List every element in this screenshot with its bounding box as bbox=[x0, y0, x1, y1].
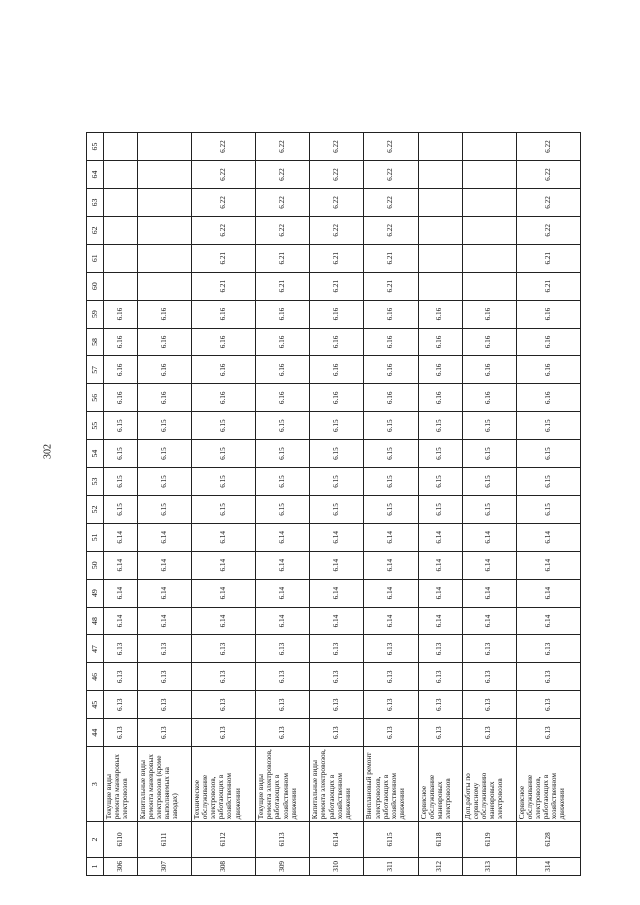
value-cell: 6.15 bbox=[364, 412, 418, 440]
value-cell bbox=[418, 161, 462, 189]
column-header: 47 bbox=[87, 635, 104, 663]
row-number: 314 bbox=[516, 857, 580, 875]
column-header: 60 bbox=[87, 272, 104, 300]
value-cell bbox=[137, 216, 191, 244]
value-cell: 6.21 bbox=[310, 272, 364, 300]
value-cell: 6.13 bbox=[104, 635, 138, 663]
value-cell: 6.21 bbox=[256, 272, 310, 300]
value-cell: 6.13 bbox=[364, 719, 418, 747]
value-cell bbox=[462, 133, 516, 161]
value-cell: 6.21 bbox=[516, 272, 580, 300]
value-cell: 6.14 bbox=[516, 551, 580, 579]
value-cell bbox=[137, 133, 191, 161]
column-header: 54 bbox=[87, 440, 104, 468]
column-header: 52 bbox=[87, 495, 104, 523]
value-cell: 6.14 bbox=[418, 551, 462, 579]
row-number: 309 bbox=[256, 857, 310, 875]
value-cell: 6.14 bbox=[418, 579, 462, 607]
value-cell: 6.13 bbox=[418, 635, 462, 663]
table-row bbox=[137, 133, 191, 876]
value-cell: 6.13 bbox=[516, 663, 580, 691]
row-code: 6119 bbox=[462, 822, 516, 858]
column-header: 56 bbox=[87, 384, 104, 412]
row-name: Текущие виды ремонта электровозов, работающих в хозяйственном движении bbox=[256, 747, 310, 822]
value-cell: 6.15 bbox=[418, 495, 462, 523]
value-cell: 6.16 bbox=[192, 356, 256, 384]
row-number: 310 bbox=[310, 857, 364, 875]
value-cell: 6.22 bbox=[516, 188, 580, 216]
value-cell: 6.16 bbox=[364, 300, 418, 328]
value-cell: 6.21 bbox=[364, 272, 418, 300]
value-cell: 6.15 bbox=[256, 440, 310, 468]
column-header: 53 bbox=[87, 468, 104, 496]
column-header: 57 bbox=[87, 356, 104, 384]
value-cell: 6.22 bbox=[516, 161, 580, 189]
column-header: 44 bbox=[87, 719, 104, 747]
value-cell: 6.14 bbox=[310, 523, 364, 551]
value-cell: 6.16 bbox=[310, 300, 364, 328]
value-cell: 6.14 bbox=[310, 551, 364, 579]
value-cell bbox=[104, 244, 138, 272]
column-header: 61 bbox=[87, 244, 104, 272]
value-cell: 6.13 bbox=[137, 635, 191, 663]
row-code: 6111 bbox=[137, 822, 191, 858]
value-cell: 6.14 bbox=[256, 523, 310, 551]
value-cell: 6.15 bbox=[137, 495, 191, 523]
value-cell: 6.22 bbox=[192, 188, 256, 216]
value-cell: 6.13 bbox=[256, 719, 310, 747]
value-cell bbox=[462, 272, 516, 300]
value-cell: 6.13 bbox=[256, 691, 310, 719]
value-cell: 6.22 bbox=[364, 161, 418, 189]
value-cell: 6.14 bbox=[137, 607, 191, 635]
value-cell: 6.16 bbox=[516, 328, 580, 356]
value-cell: 6.13 bbox=[516, 719, 580, 747]
value-cell: 6.16 bbox=[104, 328, 138, 356]
value-cell: 6.15 bbox=[310, 440, 364, 468]
column-header: 1 bbox=[87, 857, 104, 875]
column-header: 48 bbox=[87, 607, 104, 635]
value-cell bbox=[104, 216, 138, 244]
value-cell: 6.15 bbox=[192, 495, 256, 523]
value-cell: 6.14 bbox=[137, 523, 191, 551]
value-cell: 6.15 bbox=[418, 468, 462, 496]
row-number: 313 bbox=[462, 857, 516, 875]
column-header: 65 bbox=[87, 133, 104, 161]
table-body bbox=[104, 133, 581, 876]
value-cell bbox=[137, 272, 191, 300]
column-header: 63 bbox=[87, 188, 104, 216]
value-cell: 6.22 bbox=[310, 188, 364, 216]
value-cell: 6.15 bbox=[364, 468, 418, 496]
column-header: 3 bbox=[87, 747, 104, 822]
value-cell: 6.15 bbox=[256, 412, 310, 440]
value-cell: 6.16 bbox=[104, 300, 138, 328]
value-cell: 6.16 bbox=[462, 328, 516, 356]
value-cell: 6.16 bbox=[364, 328, 418, 356]
value-cell: 6.22 bbox=[310, 133, 364, 161]
value-cell: 6.16 bbox=[516, 356, 580, 384]
table-row bbox=[364, 133, 418, 876]
value-cell bbox=[104, 161, 138, 189]
row-code: 6113 bbox=[256, 822, 310, 858]
column-header: 51 bbox=[87, 523, 104, 551]
value-cell: 6.13 bbox=[137, 691, 191, 719]
value-cell: 6.15 bbox=[310, 468, 364, 496]
value-cell: 6.15 bbox=[516, 412, 580, 440]
value-cell bbox=[418, 188, 462, 216]
value-cell: 6.14 bbox=[104, 579, 138, 607]
table-row bbox=[192, 133, 256, 876]
value-cell: 6.22 bbox=[516, 216, 580, 244]
value-cell: 6.22 bbox=[516, 133, 580, 161]
value-cell: 6.15 bbox=[516, 468, 580, 496]
row-name: Сервисное обслуживание электровозов, работающих в хозяйственном движении bbox=[516, 747, 580, 822]
row-code: 6112 bbox=[192, 822, 256, 858]
value-cell bbox=[462, 188, 516, 216]
value-cell: 6.15 bbox=[418, 440, 462, 468]
value-cell: 6.14 bbox=[364, 551, 418, 579]
value-cell: 6.22 bbox=[192, 216, 256, 244]
value-cell: 6.16 bbox=[310, 328, 364, 356]
value-cell: 6.14 bbox=[462, 579, 516, 607]
value-cell bbox=[418, 133, 462, 161]
value-cell: 6.13 bbox=[462, 635, 516, 663]
row-name: Доп.работы по сервисному обслуживанию маневровых электровозов bbox=[462, 747, 516, 822]
value-cell bbox=[104, 133, 138, 161]
value-cell bbox=[418, 216, 462, 244]
value-cell: 6.14 bbox=[256, 551, 310, 579]
value-cell: 6.21 bbox=[310, 244, 364, 272]
value-cell: 6.14 bbox=[462, 607, 516, 635]
row-number: 306 bbox=[104, 857, 138, 875]
row-name: Внеплановый ремонт электровозов, работающих в хозяйственном движении bbox=[364, 747, 418, 822]
row-name: Техническое обслуживание электровозов, работающих в хозяйственном движении bbox=[192, 747, 256, 822]
value-cell: 6.16 bbox=[462, 356, 516, 384]
value-cell: 6.16 bbox=[364, 384, 418, 412]
value-cell: 6.14 bbox=[192, 551, 256, 579]
value-cell bbox=[104, 188, 138, 216]
value-cell: 6.15 bbox=[462, 468, 516, 496]
table-row bbox=[104, 133, 138, 876]
value-cell: 6.13 bbox=[192, 719, 256, 747]
column-header: 55 bbox=[87, 412, 104, 440]
value-cell: 6.22 bbox=[256, 133, 310, 161]
value-cell: 6.13 bbox=[256, 663, 310, 691]
value-cell: 6.14 bbox=[462, 523, 516, 551]
value-cell: 6.14 bbox=[192, 523, 256, 551]
value-cell: 6.16 bbox=[104, 356, 138, 384]
table-row bbox=[462, 133, 516, 876]
table-container bbox=[86, 132, 581, 876]
value-cell: 6.15 bbox=[310, 495, 364, 523]
table-row bbox=[418, 133, 462, 876]
value-cell: 6.14 bbox=[104, 607, 138, 635]
column-header: 2 bbox=[87, 822, 104, 858]
value-cell: 6.15 bbox=[192, 412, 256, 440]
value-cell: 6.14 bbox=[418, 523, 462, 551]
value-cell: 6.13 bbox=[364, 691, 418, 719]
value-cell: 6.14 bbox=[516, 607, 580, 635]
value-cell: 6.14 bbox=[364, 607, 418, 635]
column-header: 46 bbox=[87, 663, 104, 691]
table-row bbox=[516, 133, 580, 876]
value-cell: 6.14 bbox=[418, 607, 462, 635]
page-number: 302 bbox=[42, 444, 54, 459]
value-cell: 6.15 bbox=[104, 412, 138, 440]
value-cell: 6.14 bbox=[516, 579, 580, 607]
value-cell: 6.15 bbox=[104, 440, 138, 468]
value-cell: 6.13 bbox=[462, 663, 516, 691]
value-cell: 6.16 bbox=[256, 328, 310, 356]
row-name: Капитальные виды ремонта маневровых электровозов (кроме выполняемых на заводах) bbox=[137, 747, 191, 822]
value-cell: 6.13 bbox=[256, 635, 310, 663]
value-cell: 6.22 bbox=[256, 216, 310, 244]
tariff-table bbox=[86, 132, 581, 876]
value-cell: 6.13 bbox=[418, 691, 462, 719]
value-cell: 6.16 bbox=[418, 356, 462, 384]
value-cell bbox=[462, 161, 516, 189]
value-cell: 6.13 bbox=[104, 691, 138, 719]
value-cell: 6.16 bbox=[192, 328, 256, 356]
value-cell: 6.14 bbox=[104, 551, 138, 579]
value-cell: 6.21 bbox=[192, 272, 256, 300]
value-cell: 6.15 bbox=[310, 412, 364, 440]
value-cell: 6.14 bbox=[104, 523, 138, 551]
row-name: Капитальные виды ремонта электровозов, работающих в хозяйственном движении bbox=[310, 747, 364, 822]
row-code: 6115 bbox=[364, 822, 418, 858]
table-row bbox=[256, 133, 310, 876]
value-cell: 6.13 bbox=[104, 719, 138, 747]
row-code: 6114 bbox=[310, 822, 364, 858]
value-cell: 6.16 bbox=[516, 300, 580, 328]
value-cell: 6.15 bbox=[256, 495, 310, 523]
value-cell: 6.16 bbox=[418, 384, 462, 412]
row-number: 311 bbox=[364, 857, 418, 875]
value-cell: 6.22 bbox=[310, 161, 364, 189]
value-cell: 6.13 bbox=[462, 691, 516, 719]
value-cell: 6.15 bbox=[192, 440, 256, 468]
value-cell: 6.15 bbox=[462, 495, 516, 523]
value-cell: 6.15 bbox=[516, 495, 580, 523]
value-cell: 6.13 bbox=[104, 663, 138, 691]
value-cell bbox=[137, 244, 191, 272]
value-cell: 6.15 bbox=[137, 468, 191, 496]
value-cell: 6.13 bbox=[364, 635, 418, 663]
value-cell: 6.14 bbox=[256, 579, 310, 607]
value-cell: 6.15 bbox=[364, 495, 418, 523]
value-cell: 6.13 bbox=[310, 663, 364, 691]
value-cell: 6.13 bbox=[137, 663, 191, 691]
value-cell: 6.22 bbox=[256, 188, 310, 216]
value-cell: 6.16 bbox=[516, 384, 580, 412]
row-name: Текущие виды ремонта маневровых электровозов bbox=[104, 747, 138, 822]
row-number: 308 bbox=[192, 857, 256, 875]
value-cell: 6.15 bbox=[462, 412, 516, 440]
value-cell: 6.14 bbox=[310, 607, 364, 635]
value-cell bbox=[418, 272, 462, 300]
value-cell: 6.22 bbox=[364, 133, 418, 161]
value-cell: 6.14 bbox=[192, 579, 256, 607]
value-cell: 6.16 bbox=[418, 328, 462, 356]
value-cell bbox=[462, 244, 516, 272]
value-cell bbox=[462, 216, 516, 244]
value-cell: 6.21 bbox=[364, 244, 418, 272]
value-cell: 6.22 bbox=[192, 133, 256, 161]
value-cell: 6.13 bbox=[418, 663, 462, 691]
column-header: 49 bbox=[87, 579, 104, 607]
value-cell bbox=[137, 188, 191, 216]
value-cell bbox=[104, 272, 138, 300]
row-code: 6118 bbox=[418, 822, 462, 858]
value-cell: 6.22 bbox=[256, 161, 310, 189]
value-cell: 6.14 bbox=[192, 607, 256, 635]
value-cell: 6.13 bbox=[192, 663, 256, 691]
value-cell: 6.15 bbox=[192, 468, 256, 496]
column-header: 50 bbox=[87, 551, 104, 579]
value-cell: 6.16 bbox=[462, 384, 516, 412]
value-cell: 6.16 bbox=[137, 356, 191, 384]
value-cell: 6.13 bbox=[516, 635, 580, 663]
value-cell: 6.15 bbox=[516, 440, 580, 468]
row-code: 6110 bbox=[104, 822, 138, 858]
value-cell: 6.15 bbox=[104, 468, 138, 496]
value-cell: 6.15 bbox=[137, 412, 191, 440]
value-cell: 6.22 bbox=[364, 188, 418, 216]
value-cell: 6.15 bbox=[364, 440, 418, 468]
rotated-table-frame bbox=[86, 132, 581, 876]
value-cell: 6.13 bbox=[364, 663, 418, 691]
row-name: Сервисное обслуживание маневровых электровозов bbox=[418, 747, 462, 822]
column-header: 59 bbox=[87, 300, 104, 328]
row-code: 6128 bbox=[516, 822, 580, 858]
value-cell: 6.16 bbox=[462, 300, 516, 328]
value-cell: 6.15 bbox=[104, 495, 138, 523]
value-cell: 6.16 bbox=[310, 356, 364, 384]
column-header: 45 bbox=[87, 691, 104, 719]
value-cell: 6.13 bbox=[462, 719, 516, 747]
value-cell: 6.14 bbox=[364, 523, 418, 551]
value-cell: 6.13 bbox=[516, 691, 580, 719]
value-cell: 6.21 bbox=[192, 244, 256, 272]
value-cell bbox=[418, 244, 462, 272]
value-cell: 6.16 bbox=[192, 300, 256, 328]
value-cell: 6.14 bbox=[137, 579, 191, 607]
column-header: 62 bbox=[87, 216, 104, 244]
value-cell: 6.13 bbox=[192, 691, 256, 719]
value-cell: 6.16 bbox=[104, 384, 138, 412]
value-cell: 6.16 bbox=[137, 300, 191, 328]
value-cell: 6.16 bbox=[137, 328, 191, 356]
row-number: 312 bbox=[418, 857, 462, 875]
value-cell: 6.14 bbox=[516, 523, 580, 551]
value-cell: 6.14 bbox=[462, 551, 516, 579]
header-row bbox=[87, 133, 104, 876]
value-cell: 6.14 bbox=[256, 607, 310, 635]
value-cell: 6.15 bbox=[418, 412, 462, 440]
table-row bbox=[310, 133, 364, 876]
value-cell: 6.16 bbox=[364, 356, 418, 384]
value-cell: 6.14 bbox=[310, 579, 364, 607]
value-cell: 6.16 bbox=[192, 384, 256, 412]
value-cell: 6.22 bbox=[310, 216, 364, 244]
value-cell: 6.16 bbox=[418, 300, 462, 328]
value-cell: 6.16 bbox=[310, 384, 364, 412]
value-cell: 6.13 bbox=[192, 635, 256, 663]
value-cell: 6.13 bbox=[310, 719, 364, 747]
value-cell: 6.22 bbox=[364, 216, 418, 244]
value-cell: 6.16 bbox=[256, 300, 310, 328]
value-cell: 6.15 bbox=[462, 440, 516, 468]
value-cell: 6.15 bbox=[256, 468, 310, 496]
value-cell: 6.21 bbox=[516, 244, 580, 272]
row-number: 307 bbox=[137, 857, 191, 875]
value-cell: 6.15 bbox=[137, 440, 191, 468]
column-header: 64 bbox=[87, 161, 104, 189]
value-cell: 6.13 bbox=[310, 635, 364, 663]
value-cell: 6.16 bbox=[256, 384, 310, 412]
value-cell: 6.13 bbox=[418, 719, 462, 747]
column-header: 58 bbox=[87, 328, 104, 356]
value-cell bbox=[137, 161, 191, 189]
value-cell: 6.13 bbox=[310, 691, 364, 719]
value-cell: 6.22 bbox=[192, 161, 256, 189]
value-cell: 6.14 bbox=[137, 551, 191, 579]
value-cell: 6.16 bbox=[137, 384, 191, 412]
value-cell: 6.14 bbox=[364, 579, 418, 607]
value-cell: 6.21 bbox=[256, 244, 310, 272]
value-cell: 6.13 bbox=[137, 719, 191, 747]
value-cell: 6.16 bbox=[256, 356, 310, 384]
